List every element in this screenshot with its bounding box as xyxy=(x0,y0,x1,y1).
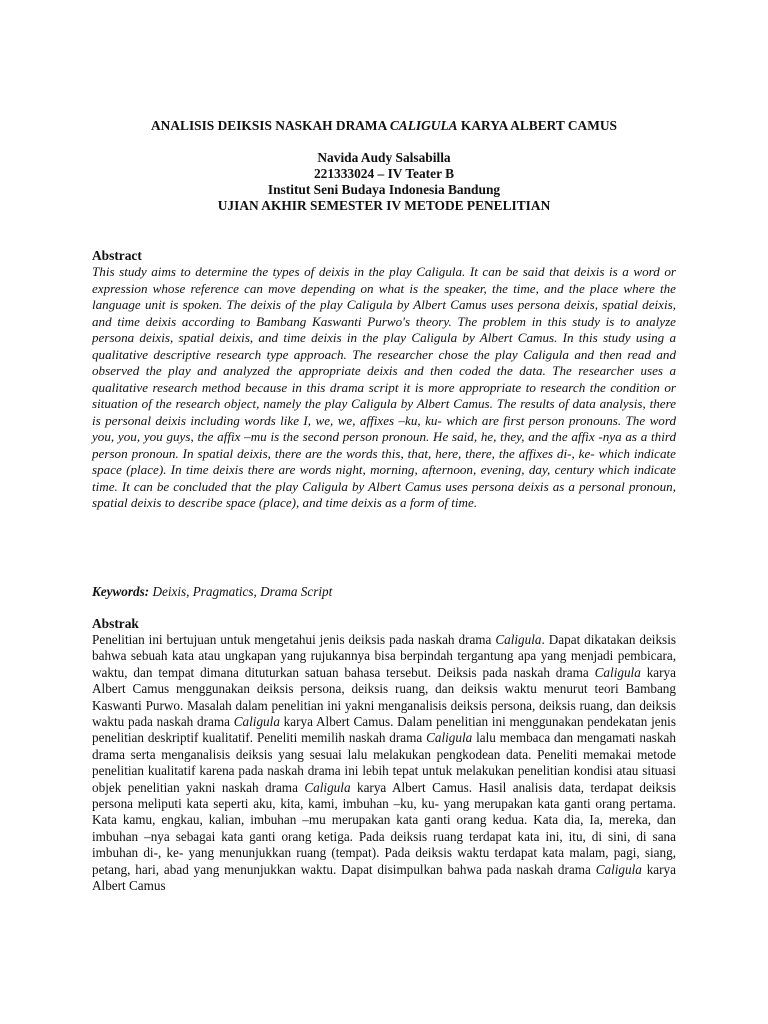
abstrak-text-segment: karya Albert Camus. Dalam penelitian ini menggunakan pendekatan jenis penelitian deskriptif kualitatif. Peneliti memilih naskah drama xyxy=(92,714,676,746)
abstrak-italic-term: Caligula xyxy=(594,664,641,680)
title-part-2: KARYA ALBERT CAMUS xyxy=(457,118,617,133)
abstrak-text-segment: karya Albert Camus xyxy=(92,861,676,894)
abstrak-text-segment: karya Albert Camus. Hasil analisis data, terdapat deiksis persona meliputi kata seperti aku, kita, kami, imbuhan –ku, ku- yang merupakan kata ganti orang pertama. Kata kamu, engkau, kalian, imbuhan –mu merupakan kata ganti orang kedua. Kata dia, Ia, mereka, dan imbuhan –nya sebagai kata ganti orang ketiga. Pada deiksis ruang terdapat kata ini, itu, di sini, di sana imbuhan di-, ke- yang menunjukkan ruang (tempat). Pada deiksis waktu terdapat kata malam, pagi, siang, petang, hari, abad yang menunjukkan waktu. Dapat disimpulkan bahwa pada naskah drama xyxy=(92,779,676,877)
abstrak-text-segment: karya Albert Camus menggunakan deiksis persona, deiksis ruang, dan deiksis waktu menurut teori Bambang Kaswanti Purwo. Masalah dalam penelitian ini yakni menganalisis deiksis persona, deiksis ruang, dan deiksis waktu pada naskah drama xyxy=(92,664,676,730)
author-block xyxy=(0,150,768,214)
abstrak-italic-term: Caligula xyxy=(495,632,542,647)
abstrak-italic-term: Caligula xyxy=(233,714,280,730)
abstract-text: This study aims to determine the types of deixis in the play Caligula. It can be said that deixis is a word or expression whose reference can move depending on what is the speaker, the time, and the place where the language unit is spoken. The deixis of the play Caligula by Albert Camus uses persona deixis, spatial deixis, and time deixis according to Bambang Kaswanti Purwo's theory. The problem in this study is to analyze persona deixis, spatial deixis, and time deixis in the play Caligula by Albert Camus. In this study using a qualitative descriptive research type approach. The researcher chose the play Caligula and then read and observed the play and analyzed the appropriate deixis and then coded the data. The researcher uses a qualitative research method because in this drama script it is more appropriate to research the condition or situation of the research object, namely the play Caligula by Albert Camus. The results of data analysis, there is personal deixis including words like I, we, we, affixes –ku, ku- which are first person pronouns. The word you, you, you guys, the affix –mu is the second person pronoun. He said, he, they, and the affix -nya as a third person pronoun. In spatial deixis, there are the words this, that, here, there, the affixes di-, ke- which indicate space (place). In time deixis there are words night, morning, afternoon, evening, day, century which indicate time. It can be concluded that the play Caligula by Albert Camus uses persona deixis as a personal pronoun, spatial deixis to describe space (place), and time deixis as a form of time. xyxy=(92,264,676,510)
abstrak-text-segment: lalu membaca dan mengamati naskah drama serta menganalisis deiksis yang sesuai lalu melakukan pengkodean data. Peneliti memakai metode penelitian kualitatif karena pada naskah drama ini lebih tepat untuk melakukan penelitian kondisi atau situasi objek penelitian yakni naskah drama xyxy=(92,730,676,795)
author-name: Navida Audy Salsabilla xyxy=(317,150,451,165)
abstract-heading: Abstract xyxy=(92,248,142,263)
title-part-1: ANALISIS DEIKSIS NASKAH DRAMA xyxy=(151,118,390,133)
author-institution: Institut Seni Budaya Indonesia Bandung xyxy=(267,182,501,197)
abstrak-italic-term: Caligula xyxy=(304,779,351,795)
author-id-class: 221333024 – IV Teater B xyxy=(313,166,455,181)
title-italic-caligula: CALIGULA xyxy=(389,118,458,133)
abstrak-italic-term: Caligula xyxy=(595,861,642,877)
paper-title xyxy=(0,118,768,134)
abstrak-heading: Abstrak xyxy=(92,616,139,631)
keywords-label: Keywords: xyxy=(92,584,150,599)
abstract-body xyxy=(92,264,676,512)
abstrak-italic-term: Caligula xyxy=(426,730,473,746)
abstrak-section xyxy=(92,616,676,895)
abstrak-text-segment: . Dapat dikatakan deiksis bahwa sebuah kata atau ungkapan yang rujukannya bisa berpindah tergantung apa yang menjadi pembicara, waktu, dan tempat dimana dituturkan satuan bahasa tersebut. Deiksis pada naskah drama xyxy=(92,632,676,680)
keywords-values: Deixis, Pragmatics, Drama Script xyxy=(149,584,333,599)
exam-title: UJIAN AKHIR SEMESTER IV METODE PENELITIAN xyxy=(217,198,551,213)
abstrak-text xyxy=(92,632,676,895)
abstrak-text-segment: Penelitian ini bertujuan untuk mengetahui jenis deiksis pada naskah drama xyxy=(92,632,496,647)
abstract-section xyxy=(92,248,676,512)
keywords-line xyxy=(92,584,676,600)
